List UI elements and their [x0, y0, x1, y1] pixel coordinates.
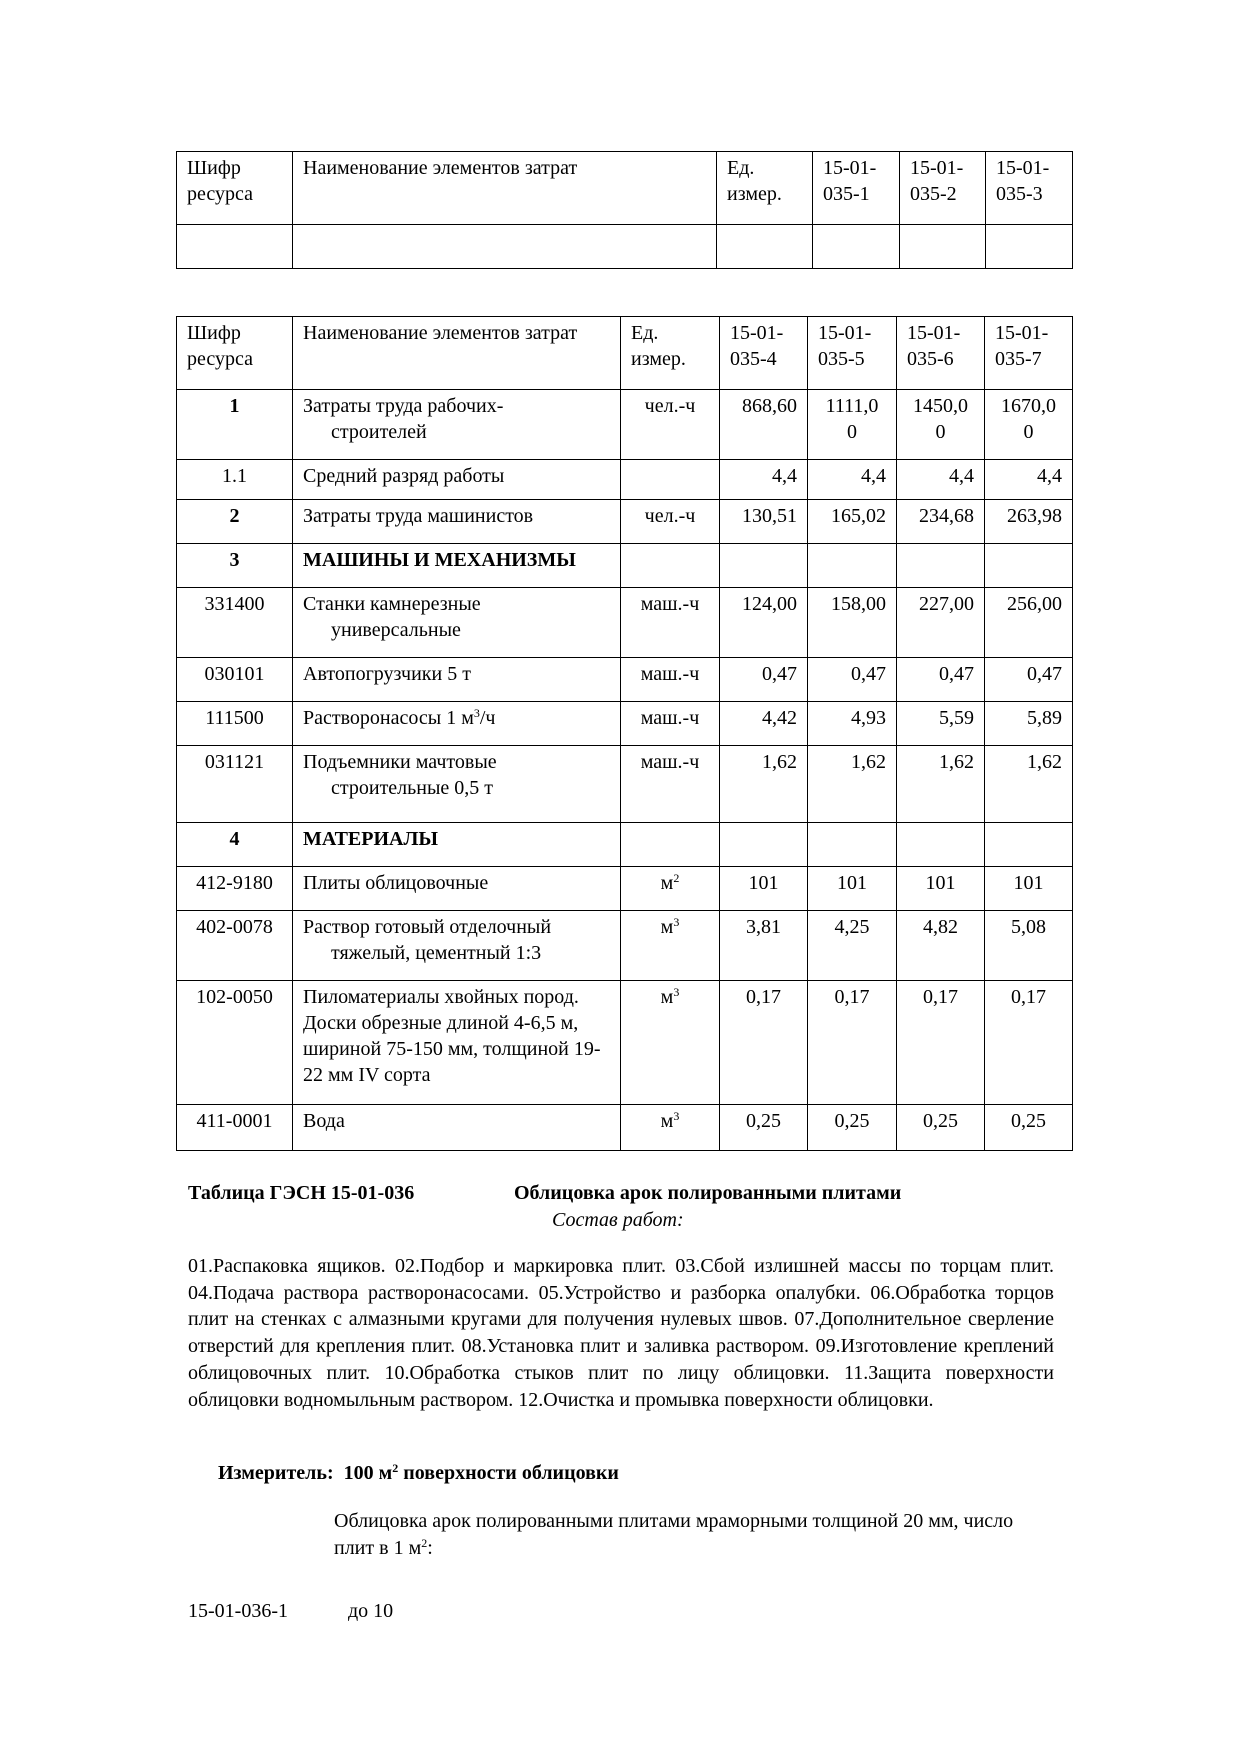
row-value: 0,47 — [762, 663, 797, 685]
item-code: 15-01-036-1 — [188, 1600, 288, 1622]
header-col-4: 15-01-035-4 — [730, 322, 784, 370]
item-description: Облицовка арок полированными плитами мраморными толщиной 20 мм, число плит в 1 $м^2$: — [334, 1510, 1014, 1559]
item-value: до 10 — [348, 1600, 394, 1622]
row-code: 402-0078 — [196, 916, 273, 938]
row-name: Вода — [303, 1110, 345, 1132]
row-value: 3,81 — [746, 916, 781, 938]
header-code: Шифр ресурса — [187, 157, 253, 205]
table-row — [177, 746, 1073, 823]
row-value: 4,25 — [834, 916, 870, 938]
table-row — [177, 500, 1073, 544]
row-value: 101 — [1013, 872, 1044, 894]
row-value: 4,4 — [861, 465, 886, 487]
row-value: 5,08 — [1011, 916, 1046, 938]
work-heading: Состав работ: — [552, 1209, 684, 1231]
row-unit: $м^3$ — [660, 1109, 680, 1132]
meter-line — [218, 1460, 619, 1486]
section-title: МАТЕРИАЛЫ — [303, 828, 438, 850]
table-row — [177, 588, 1073, 658]
row-value: 0,47 — [851, 663, 886, 685]
header-unit: Ед. измер. — [631, 322, 686, 370]
meter-value: 100 $м^2$ поверхности облицовки — [343, 1461, 619, 1484]
row-value: 0,25 — [923, 1110, 958, 1132]
work-description: 01.Распаковка ящиков. 02.Подбор и маркировка плит. 03.Сбой излишней массы по торцам плит. 04.Подача раствора растворонасосами. 05.Устройство и разборка опалубки. 06.Обработка торцов плит на стенках с алмазными кругами для получения нулевых швов. 07.Дополнительное сверление отверстий для крепления плит. 08.Установка плит и заливка раствором. 09.Изготовление креплений облицовочных плит. 10.Обработка стыков плит по лицу облицовки. 11.Защита поверхности облицовки водномыльным раствором. 12.Очистка и промывка поверхности облицовки. — [188, 1255, 1054, 1411]
row-code: 1.1 — [222, 465, 247, 487]
table-row — [177, 867, 1073, 911]
resource-table-1 — [176, 151, 1073, 269]
row-unit: $м^3$ — [660, 915, 680, 938]
row-value: 0,47 — [939, 663, 974, 685]
row-value: 868,60 — [742, 395, 797, 417]
table-row — [177, 911, 1073, 981]
header-code: Шифр ресурса — [187, 322, 253, 370]
row-name: Автопогрузчики 5 т — [303, 663, 471, 685]
row-unit: $м^2$ — [660, 871, 680, 894]
row-code: 111500 — [205, 707, 264, 729]
row-value: 1,62 — [851, 751, 886, 773]
meter-label: Измеритель: — [218, 1462, 334, 1484]
row-value: 0,17 — [1011, 986, 1046, 1008]
row-value: 0,25 — [1011, 1110, 1046, 1132]
row-name: Плиты облицовочные — [303, 872, 489, 894]
row-value: 0,17 — [834, 986, 870, 1008]
row-code: 3 — [229, 549, 240, 571]
row-value: 234,68 — [919, 505, 974, 527]
row-unit: маш.-ч — [640, 751, 700, 773]
row-value: 227,00 — [919, 593, 974, 615]
section-row — [177, 823, 1073, 867]
row-value: 101 — [925, 872, 956, 894]
row-value: 1,62 — [1027, 751, 1062, 773]
row-value: 4,4 — [1037, 465, 1062, 487]
row-value: 4,42 — [762, 707, 797, 729]
row-code: 031121 — [204, 751, 265, 773]
row-name: Подъемники мачтовые строительные 0,5 т — [303, 751, 497, 799]
table-header-row — [177, 317, 1073, 390]
row-unit: $м^3$ — [660, 985, 680, 1008]
row-value: 4,82 — [923, 916, 958, 938]
row-value: 1450,0 0 — [913, 395, 968, 443]
row-name: Затраты труда рабочих- строителей — [303, 395, 504, 443]
row-name: Растворонасосы 1 $м^3/ч$ — [303, 706, 496, 729]
table-row — [177, 702, 1073, 746]
header-name: Наименование элементов затрат — [303, 322, 578, 344]
row-unit: маш.-ч — [640, 663, 700, 685]
row-code: 1 — [229, 395, 240, 417]
header-name: Наименование элементов затрат — [303, 157, 578, 179]
row-value: 0,17 — [923, 986, 958, 1008]
row-value: 4,93 — [851, 707, 886, 729]
table-label: Таблица ГЭСН 15-01-036 — [188, 1182, 415, 1204]
table-header-row — [177, 152, 1073, 225]
row-code: 411-0001 — [196, 1110, 273, 1132]
row-value: 130,51 — [742, 505, 797, 527]
resource-table-2 — [176, 316, 1073, 1151]
row-value: 256,00 — [1007, 593, 1062, 615]
row-code: 412-9180 — [196, 872, 273, 894]
row-value: 1111,0 0 — [825, 395, 879, 443]
header-col-6: 15-01-035-6 — [907, 322, 961, 370]
row-value: 101 — [748, 872, 779, 894]
row-value: 0,17 — [746, 986, 781, 1008]
row-value: 263,98 — [1007, 505, 1062, 527]
row-unit: чел.-ч — [644, 395, 696, 417]
row-value: 5,59 — [939, 707, 974, 729]
row-code: 030101 — [204, 663, 265, 685]
row-value: 158,00 — [831, 593, 886, 615]
empty-row — [177, 225, 1073, 269]
table-row — [177, 981, 1073, 1105]
row-value: 0,47 — [1027, 663, 1062, 685]
row-value: 101 — [837, 872, 867, 894]
row-code: 4 — [229, 828, 240, 850]
row-code: 2 — [229, 505, 240, 527]
row-value: 165,02 — [831, 505, 886, 527]
row-name: Раствор готовый отделочный тяжелый, цементный 1:3 — [303, 916, 552, 964]
table-row — [177, 1105, 1073, 1151]
table-row — [177, 658, 1073, 702]
table-row — [177, 390, 1073, 460]
row-value: 4,4 — [772, 465, 797, 487]
row-name: Пиломатериалы хвойных пород. Доски обрезные длиной 4-6,5 м, шириной 75-150 мм, толщиной 19-22 мм IV сорта — [303, 986, 601, 1086]
header-col-3: 15-01-035-3 — [996, 157, 1050, 205]
row-value: 0,25 — [746, 1110, 781, 1132]
row-code: 102-0050 — [196, 986, 273, 1008]
header-col-5: 15-01-035-5 — [818, 322, 872, 370]
row-unit: чел.-ч — [644, 505, 696, 527]
row-name: Станки камнерезные универсальные — [303, 593, 481, 641]
row-value: 5,89 — [1027, 707, 1062, 729]
row-code: 331400 — [204, 593, 265, 615]
row-value: 1670,0 0 — [1001, 395, 1056, 443]
section-row — [177, 544, 1073, 588]
row-value: 0,25 — [834, 1110, 870, 1132]
row-value: 4,4 — [949, 465, 974, 487]
row-unit: маш.-ч — [640, 707, 700, 729]
row-value: 1,62 — [762, 751, 797, 773]
header-col-1: 15-01-035-1 — [823, 157, 877, 205]
header-col-7: 15-01-035-7 — [995, 322, 1049, 370]
row-unit: маш.-ч — [640, 593, 700, 615]
row-unit — [621, 460, 719, 463]
table-title: Облицовка арок полированными плитами — [514, 1182, 902, 1204]
row-value: 124,00 — [742, 593, 797, 615]
row-name: Затраты труда машинистов — [303, 505, 534, 527]
row-name: Средний разряд работы — [303, 465, 505, 487]
section-title: МАШИНЫ И МЕХАНИЗМЫ — [303, 549, 576, 571]
table-row — [177, 460, 1073, 500]
row-value: 1,62 — [939, 751, 974, 773]
header-col-2: 15-01-035-2 — [910, 157, 964, 205]
header-unit: Ед. измер. — [727, 157, 782, 205]
